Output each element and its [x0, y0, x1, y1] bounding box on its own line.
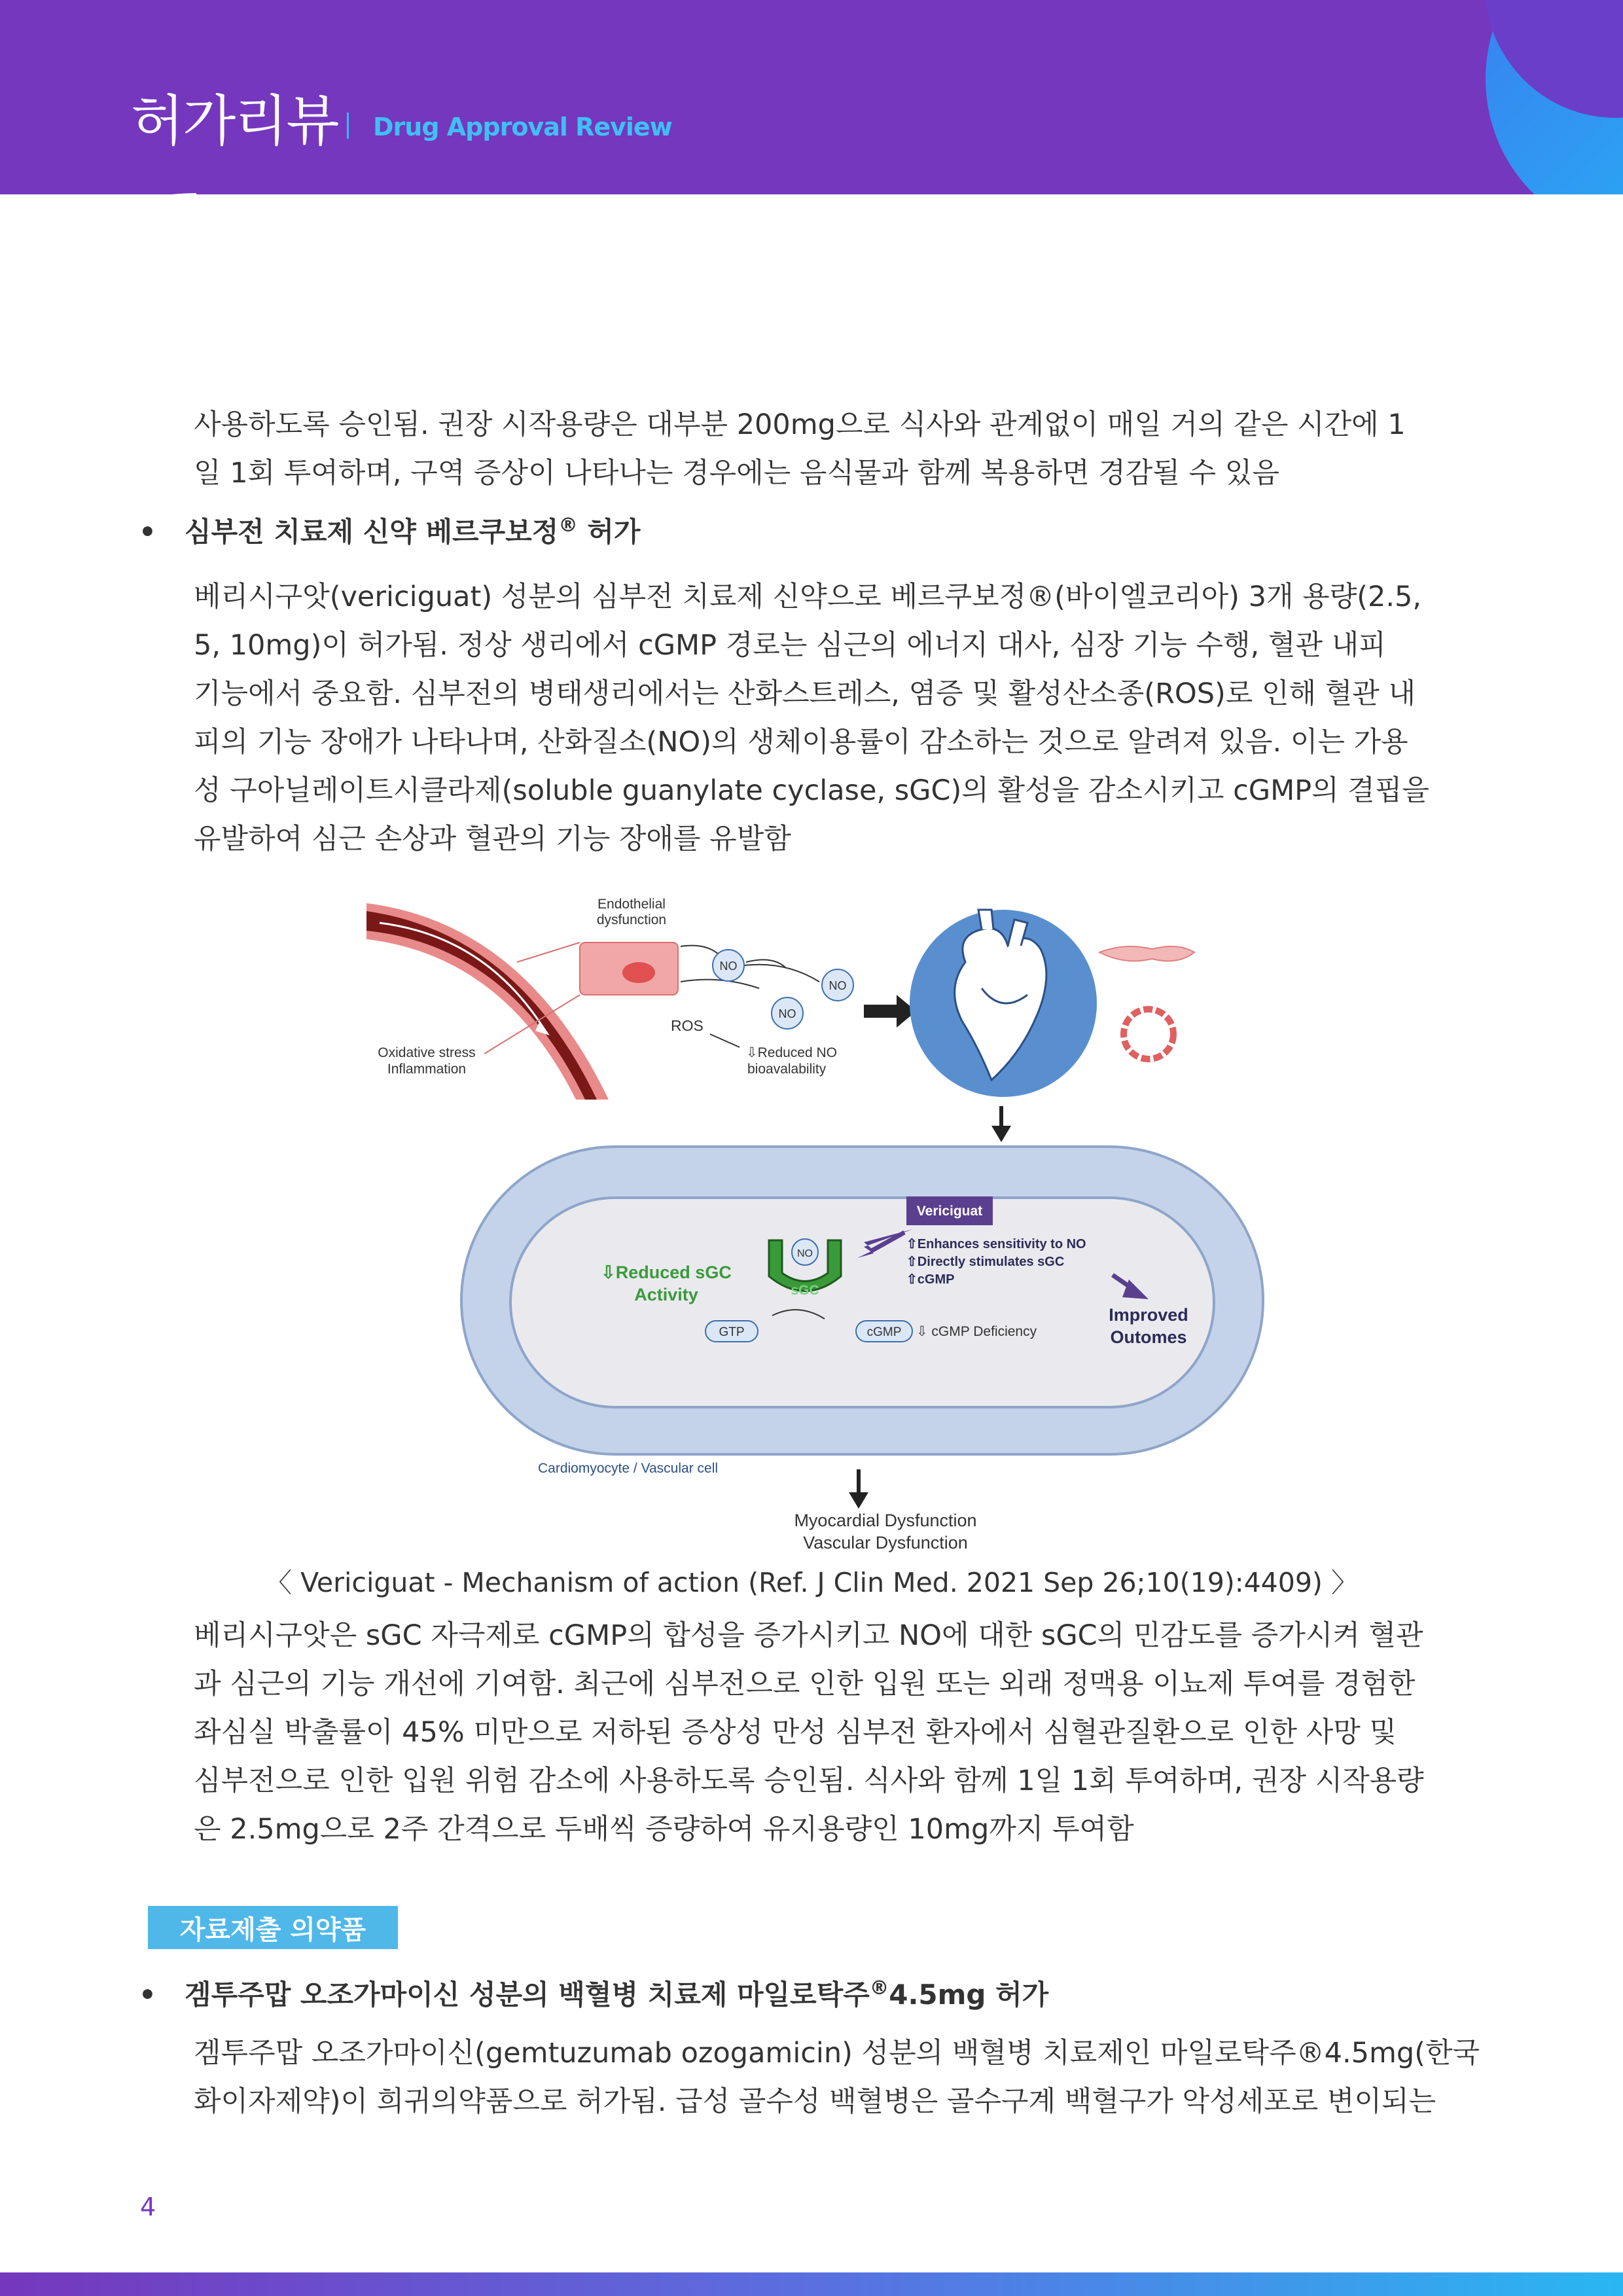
footer-band — [0, 2272, 1623, 2296]
cell-label: Cardiomyocyte / Vascular cell — [538, 1461, 719, 1476]
vessel-lumen — [1132, 1017, 1166, 1051]
section-tag: 자료제출 의약품 — [148, 1906, 398, 1949]
no-label: NO — [797, 1248, 813, 1259]
paragraph-line: 화이자제약)이 희귀의약품으로 허가됨. 급성 골수성 백혈병은 골수구계 백혈구가 악성세포로 변이되는 — [194, 2085, 1436, 2118]
paragraph-line: 베리시구앗(vericiguat) 성분의 심부전 치료제 신약으로 베르쿠보정®(바이엘코리아) 3개 용량(2.5, — [194, 581, 1422, 613]
endothelial-label: Endothelial — [597, 897, 666, 912]
mechanism-figure — [353, 884, 1270, 1558]
heading-text: 겜투주맙 오조가마이신 성분의 백혈병 치료제 마일로탁주 — [185, 1979, 870, 2011]
section-paragraph — [194, 1611, 1486, 1854]
reduced-no-label: bioavalability — [747, 1062, 827, 1077]
paragraph-line: 심부전으로 인한 입원 위험 감소에 사용하도록 승인됨. 식사와 함께 1일 1회 투여하며, 권장 시작용량 — [194, 1765, 1424, 1797]
paragraph-line: 기능에서 중요함. 심부전의 병태생리에서는 산화스트레스, 염증 및 활성산소종(ROS)로 인해 혈관 내 — [194, 677, 1416, 710]
heading-suffix: 4.5mg 허가 — [889, 1979, 1049, 2011]
cgmp-label: cGMP — [866, 1325, 902, 1339]
gtp-label: GTP — [719, 1325, 745, 1339]
section-paragraph — [194, 573, 1486, 863]
paragraph-line: 5, 10mg)이 허가됨. 정상 생리에서 cGMP 경로는 심근의 에너지 대사, 심장 기능 수행, 혈관 내피 — [194, 629, 1386, 662]
ros-label: ROS — [671, 1017, 704, 1034]
vericiguat-effect: ⇧Directly stimulates sGC — [906, 1255, 1065, 1269]
arrow-icon — [849, 1492, 868, 1509]
section-heading — [139, 1973, 1048, 2013]
bullet-icon: • — [139, 1979, 156, 2011]
title-separator — [347, 113, 349, 139]
oxidative-label: Inflammation — [387, 1062, 467, 1077]
no-label: NO — [778, 1007, 796, 1020]
oxidative-label: Oxidative stress — [378, 1045, 476, 1060]
paragraph-line: 겜투주맙 오조가마이신(gemtuzumab ozogamicin) 성분의 백혈병 치료제인 마일로탁주®4.5mg(한국 — [194, 2037, 1480, 2070]
muscle-cell-icon — [1099, 946, 1194, 961]
outcome-label: Vascular Dysfunction — [803, 1533, 968, 1552]
paragraph-line: 피의 기능 장애가 나타나며, 산화질소(NO)의 생체이용률이 감소하는 것으로 알려져 있음. 이는 가용 — [194, 726, 1408, 759]
paragraph-line: 좌심실 박출률이 45% 미만으로 저하된 증상성 만성 심부전 환자에서 심혈관질환으로 인한 사망 및 — [194, 1716, 1397, 1749]
arrow-icon — [991, 1126, 1011, 1142]
improved-label: Improved — [1109, 1305, 1188, 1325]
figure-caption: 〈 Vericiguat - Mechanism of action (Ref. J Clin Med. 2021 Sep 26;10(19):4409) 〉 — [265, 1567, 1358, 1598]
reduced-sgc-label: ⇩Reduced sGC — [601, 1263, 732, 1282]
outcome-label: Myocardial Dysfunction — [794, 1511, 977, 1530]
cell-nucleus — [622, 962, 655, 983]
no-label: NO — [719, 960, 738, 973]
registered-mark: ® — [869, 1977, 889, 1999]
paragraph-line: 성 구아닐레이트시클라제(soluble guanylate cyclase, sGC)의 활성을 감소시키고 cGMP의 결핍을 — [194, 774, 1429, 807]
vericiguat-label: Vericiguat — [916, 1204, 983, 1219]
sgc-label: sGC — [791, 1283, 819, 1298]
no-label: NO — [829, 979, 847, 992]
paragraph-line: 과 심근의 기능 개선에 기여함. 최근에 심부전으로 인한 입원 또는 외래 정맥용 이뇨제 투여를 경험한 — [194, 1668, 1416, 1700]
bullet-icon: • — [139, 516, 156, 548]
reduced-sgc-label: Activity — [634, 1285, 698, 1304]
paragraph-line: 은 2.5mg으로 2주 간격으로 두배씩 증량하여 유지용량인 10mg까지 투여함 — [194, 1813, 1134, 1846]
arrow-icon — [864, 995, 916, 1028]
intro-line: 일 1회 투여하며, 구역 증상이 나타나는 경우에는 음식물과 함께 복용하면 경감될 수 있음 — [194, 457, 1279, 490]
improved-label: Outomes — [1110, 1327, 1187, 1347]
cell-interior — [510, 1198, 1214, 1407]
page-subtitle: Drug Approval Review — [373, 113, 672, 141]
reduced-no-label: ⇩Reduced NO — [746, 1045, 837, 1060]
paragraph-line: 베리시구앗은 sGC 자극제로 cGMP의 합성을 증가시키고 NO에 대한 sGC의 민감도를 증가시켜 혈관 — [194, 1619, 1423, 1652]
vericiguat-effect: ⇧cGMP — [906, 1272, 955, 1287]
section-paragraph — [194, 2029, 1486, 2126]
intro-line: 사용하도록 승인됨. 권장 시작용량은 대부분 200mg으로 식사와 관계없이 매일 거의 같은 시간에 1 — [194, 408, 1406, 441]
paragraph-line: 유발하여 심근 손상과 혈관의 기능 장애를 유발함 — [194, 823, 791, 855]
cgmp-deficiency-label: ⇩ cGMP Deficiency — [916, 1324, 1037, 1339]
section-heading — [139, 511, 640, 550]
intro-paragraph — [194, 401, 1486, 497]
heading-suffix: 허가 — [577, 516, 641, 548]
page-number: 4 — [140, 2193, 156, 2221]
vericiguat-effect: ⇧Enhances sensitivity to NO — [906, 1237, 1086, 1251]
heading-text: 심부전 치료제 신약 베르쿠보정 — [185, 516, 559, 548]
endothelial-label: dysfunction — [596, 912, 667, 927]
registered-mark: ® — [558, 514, 578, 536]
page-title: 허가리뷰 — [131, 89, 338, 153]
